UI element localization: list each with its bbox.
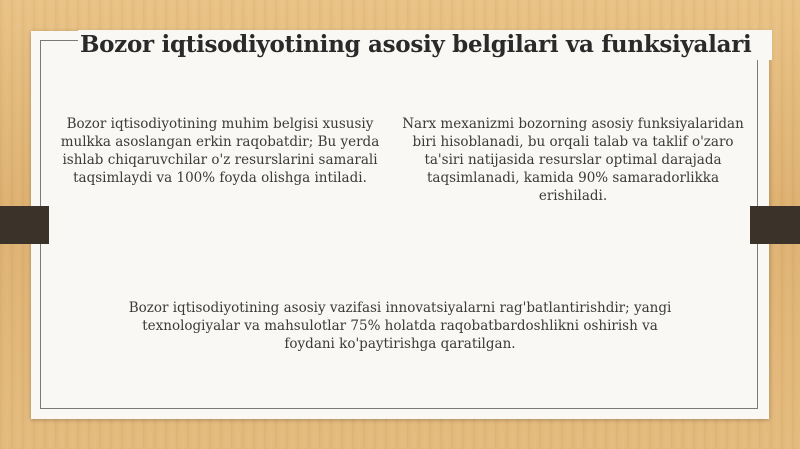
paragraph-right: Narx mexanizmi bozorning asosiy funksiyalaridan biri hisoblanadi, bu orqali talab va taklif o'zaro ta'siri natijasida resurslar optimal darajada taqsimlanadi, kamida 90% samaradorlikka erishiladi.: [402, 116, 744, 204]
right-tab-decoration: [750, 206, 800, 244]
paragraph-left: Bozor iqtisodiyotining muhim belgisi xususiy mulkka asoslangan erkin raqobatdir; Bu yerda ishlab chiqaruvchilar o'z resurslarini samarali taqsimlaydi va 100% foyda olishga intiladi.: [60, 116, 380, 186]
slide-frame: [40, 40, 758, 409]
slide-title: Bozor iqtisodiyotining asosiy belgilari va funksiyalari: [78, 30, 772, 60]
paragraph-bottom: Bozor iqtisodiyotining asosiy vazifasi innovatsiyalarni rag'batlantirishdir; yangi texnologiyalar va mahsulotlar 75% holatda raqobatbardoshlikni oshirish va foydani ko'paytirishga qaratilgan.: [128, 300, 672, 352]
left-tab-decoration: [0, 206, 49, 244]
